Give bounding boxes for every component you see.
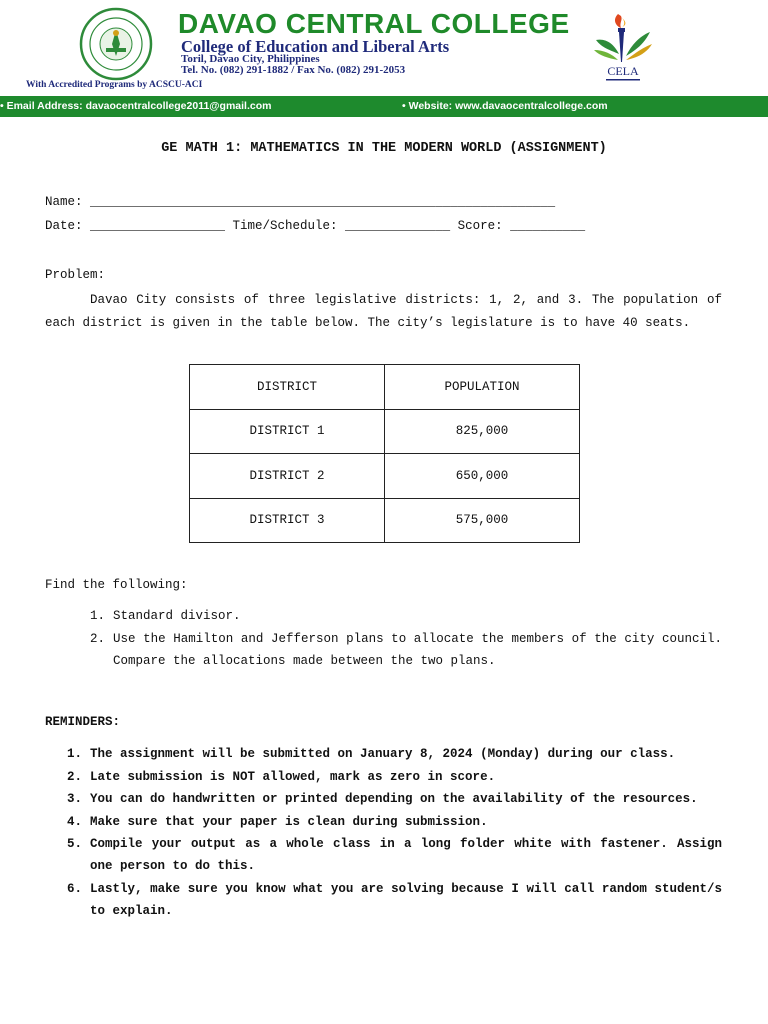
list-item: [90, 605, 722, 627]
date-time-score-line: Date: __________________ Time/Schedule: ______________ Score: __________: [45, 219, 586, 233]
district-cell: DISTRICT 3: [190, 498, 385, 543]
table-header-row: [190, 365, 580, 410]
contact-bar: [0, 96, 768, 117]
list-item: [67, 743, 722, 765]
list-text: Make sure that your paper is clean during submission.: [90, 814, 488, 829]
column-header-district: DISTRICT: [190, 365, 385, 410]
list-text: Late submission is NOT allowed, mark as zero in score.: [90, 769, 496, 784]
letterhead: [0, 0, 768, 96]
reminders-list: [67, 743, 722, 922]
population-cell: 575,000: [385, 498, 580, 543]
cela-label: CELA: [607, 64, 639, 78]
find-label: Find the following:: [45, 578, 188, 592]
reminders-heading: REMINDERS:: [45, 715, 121, 729]
table-row: [190, 498, 580, 543]
population-cell: 825,000: [385, 409, 580, 454]
population-table: [189, 364, 580, 543]
problem-label: Problem:: [45, 268, 106, 282]
name-field-line: Name: ______________________________________________________________: [45, 195, 556, 209]
college-contact: Tel. No. (082) 291-1882 / Fax No. (082) 291-2053: [181, 64, 406, 76]
list-text: Standard divisor.: [113, 609, 241, 623]
cela-logo: [588, 10, 658, 86]
list-text: Use the Hamilton and Jefferson plans to allocate the members of the city council. Compare the allocations made between the two plans.: [113, 632, 722, 668]
college-name: DAVAO CENTRAL COLLEGE: [178, 8, 570, 39]
list-number: 4.: [67, 814, 83, 829]
list-text: You can do handwritten or printed depending on the availability of the resources.: [90, 792, 698, 806]
problem-statement: [45, 289, 722, 334]
list-item: [67, 833, 722, 877]
list-item: [67, 811, 722, 833]
table-row: [190, 454, 580, 499]
list-item: [67, 788, 722, 810]
list-number: 1.: [90, 609, 106, 623]
list-text: Lastly, make sure you know what you are solving because I will call random student/s to explain.: [90, 881, 722, 918]
list-number: 5.: [67, 837, 83, 851]
district-cell: DISTRICT 1: [190, 409, 385, 454]
list-text: Compile your output as a whole class in a long folder white with fastener. Assign one person to do this.: [90, 837, 722, 873]
email-address: • Email Address: davaocentralcollege2011@gmail.com: [0, 100, 272, 112]
list-item: [67, 766, 722, 788]
list-number: 1.: [67, 747, 83, 761]
list-number: 3.: [67, 792, 83, 806]
list-number: 2.: [90, 632, 106, 646]
population-cell: 650,000: [385, 454, 580, 499]
column-header-population: POPULATION: [385, 365, 580, 410]
college-subtitle: College of Education and Liberal Arts: [181, 37, 450, 56]
college-address: Toril, Davao City, Philippines: [181, 53, 320, 65]
find-list: [90, 605, 722, 673]
table-row: [190, 409, 580, 454]
list-number: 2.: [67, 769, 83, 784]
accreditation-note: With Accredited Programs by ACSCU-ACI: [26, 80, 203, 90]
list-text: The assignment will be submitted on January 8, 2024 (Monday) during our class.: [90, 747, 676, 761]
document-title: GE MATH 1: MATHEMATICS IN THE MODERN WORLD (ASSIGNMENT): [161, 141, 607, 156]
list-number: 6.: [67, 881, 83, 896]
district-cell: DISTRICT 2: [190, 454, 385, 499]
college-seal-logo: [70, 6, 162, 82]
website-address: • Website: www.davaocentralcollege.com: [402, 100, 608, 112]
problem-text: Davao City consists of three legislative districts: 1, 2, and 3. The population of each district is given in the table below. The city’s legislature is to have 40 seats.: [45, 293, 722, 330]
list-item: [67, 878, 722, 922]
list-item: [90, 628, 722, 672]
